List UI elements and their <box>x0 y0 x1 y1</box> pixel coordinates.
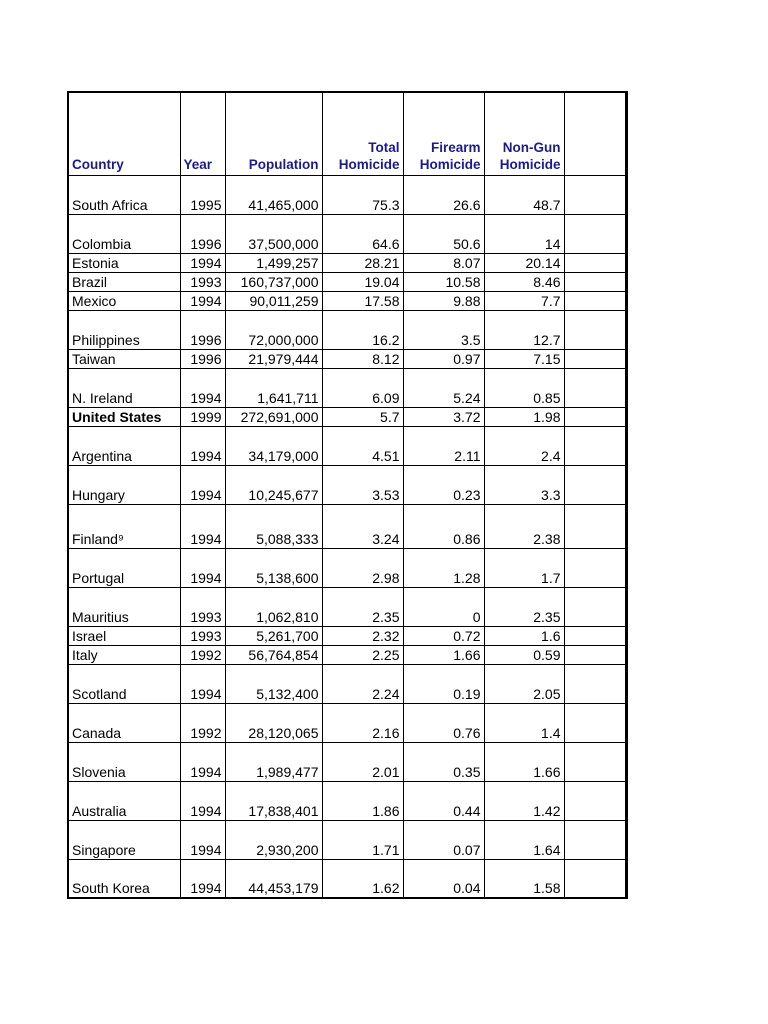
cell-firearm-homicide: 0.35 <box>403 742 484 781</box>
cell-firearm-homicide: 0.86 <box>403 504 484 548</box>
table-row <box>68 175 626 214</box>
header-population: Population <box>225 92 322 175</box>
cell-firearm-homicide: 10.58 <box>403 272 484 291</box>
cell-year: 1999 <box>180 407 225 426</box>
table-row <box>68 859 626 898</box>
cell-population: 5,138,600 <box>225 548 322 587</box>
cell-country: Mexico <box>68 291 180 310</box>
cell-empty <box>564 664 626 703</box>
cell-population: 44,453,179 <box>225 859 322 898</box>
cell-total-homicide: 17.58 <box>322 291 403 310</box>
cell-empty <box>564 703 626 742</box>
cell-population: 17,838,401 <box>225 781 322 820</box>
cell-non-gun-homicide: 1.66 <box>484 742 564 781</box>
cell-year: 1996 <box>180 214 225 253</box>
cell-population: 272,691,000 <box>225 407 322 426</box>
cell-firearm-homicide: 5.24 <box>403 368 484 407</box>
cell-firearm-homicide: 0.72 <box>403 626 484 645</box>
header-country: Country <box>68 92 180 175</box>
cell-firearm-homicide: 0.97 <box>403 349 484 368</box>
cell-non-gun-homicide: 12.7 <box>484 310 564 349</box>
cell-total-homicide: 64.6 <box>322 214 403 253</box>
cell-non-gun-homicide: 1.4 <box>484 703 564 742</box>
cell-empty <box>564 626 626 645</box>
table-row <box>68 214 626 253</box>
cell-year: 1994 <box>180 742 225 781</box>
cell-empty <box>564 407 626 426</box>
cell-year: 1994 <box>180 859 225 898</box>
table-row <box>68 703 626 742</box>
cell-year: 1994 <box>180 253 225 272</box>
cell-non-gun-homicide: 1.42 <box>484 781 564 820</box>
cell-country: Portugal <box>68 548 180 587</box>
cell-year: 1994 <box>180 820 225 859</box>
cell-empty <box>564 645 626 664</box>
table-row <box>68 548 626 587</box>
header-total-homicide: Total Homicide <box>322 92 403 175</box>
cell-firearm-homicide: 0.76 <box>403 703 484 742</box>
cell-country: Taiwan <box>68 349 180 368</box>
cell-empty <box>564 349 626 368</box>
table-row <box>68 368 626 407</box>
table-row <box>68 253 626 272</box>
cell-population: 90,011,259 <box>225 291 322 310</box>
cell-country: Finland⁹ <box>68 504 180 548</box>
cell-year: 1994 <box>180 426 225 465</box>
cell-population: 1,641,711 <box>225 368 322 407</box>
cell-non-gun-homicide: 7.15 <box>484 349 564 368</box>
cell-population: 5,088,333 <box>225 504 322 548</box>
cell-total-homicide: 5.7 <box>322 407 403 426</box>
cell-empty <box>564 465 626 504</box>
cell-year: 1996 <box>180 349 225 368</box>
cell-year: 1993 <box>180 587 225 626</box>
cell-empty <box>564 426 626 465</box>
cell-country: N. Ireland <box>68 368 180 407</box>
cell-country: Brazil <box>68 272 180 291</box>
cell-non-gun-homicide: 1.58 <box>484 859 564 898</box>
cell-firearm-homicide: 9.88 <box>403 291 484 310</box>
table-row <box>68 820 626 859</box>
table-row <box>68 504 626 548</box>
cell-population: 56,764,854 <box>225 645 322 664</box>
cell-non-gun-homicide: 1.7 <box>484 548 564 587</box>
cell-non-gun-homicide: 20.14 <box>484 253 564 272</box>
homicide-table <box>67 91 628 899</box>
cell-country: Italy <box>68 645 180 664</box>
cell-country: United States <box>68 407 180 426</box>
cell-empty <box>564 253 626 272</box>
cell-empty <box>564 504 626 548</box>
cell-empty <box>564 587 626 626</box>
cell-population: 10,245,677 <box>225 465 322 504</box>
cell-population: 1,499,257 <box>225 253 322 272</box>
cell-empty <box>564 291 626 310</box>
cell-country: Estonia <box>68 253 180 272</box>
cell-country: Israel <box>68 626 180 645</box>
cell-firearm-homicide: 3.5 <box>403 310 484 349</box>
cell-year: 1994 <box>180 664 225 703</box>
table-row <box>68 272 626 291</box>
cell-non-gun-homicide: 8.46 <box>484 272 564 291</box>
cell-country: Colombia <box>68 214 180 253</box>
table-row <box>68 465 626 504</box>
cell-population: 2,930,200 <box>225 820 322 859</box>
cell-country: Mauritius <box>68 587 180 626</box>
cell-population: 1,062,810 <box>225 587 322 626</box>
cell-year: 1992 <box>180 645 225 664</box>
cell-total-homicide: 6.09 <box>322 368 403 407</box>
cell-non-gun-homicide: 2.38 <box>484 504 564 548</box>
table-row <box>68 664 626 703</box>
cell-country: Australia <box>68 781 180 820</box>
cell-firearm-homicide: 50.6 <box>403 214 484 253</box>
cell-population: 37,500,000 <box>225 214 322 253</box>
cell-year: 1992 <box>180 703 225 742</box>
cell-total-homicide: 19.04 <box>322 272 403 291</box>
cell-year: 1994 <box>180 291 225 310</box>
cell-total-homicide: 2.01 <box>322 742 403 781</box>
cell-total-homicide: 2.25 <box>322 645 403 664</box>
cell-total-homicide: 1.71 <box>322 820 403 859</box>
cell-year: 1994 <box>180 781 225 820</box>
cell-total-homicide: 2.98 <box>322 548 403 587</box>
cell-year: 1994 <box>180 504 225 548</box>
table-row <box>68 310 626 349</box>
cell-firearm-homicide: 0.07 <box>403 820 484 859</box>
cell-population: 41,465,000 <box>225 175 322 214</box>
cell-firearm-homicide: 0.23 <box>403 465 484 504</box>
cell-year: 1994 <box>180 465 225 504</box>
cell-non-gun-homicide: 1.64 <box>484 820 564 859</box>
cell-non-gun-homicide: 1.98 <box>484 407 564 426</box>
cell-firearm-homicide: 26.6 <box>403 175 484 214</box>
header-firearm-homicide: Firearm Homicide <box>403 92 484 175</box>
cell-population: 5,132,400 <box>225 664 322 703</box>
cell-non-gun-homicide: 1.6 <box>484 626 564 645</box>
header-empty <box>564 92 626 175</box>
table-row <box>68 781 626 820</box>
cell-empty <box>564 859 626 898</box>
cell-country: Canada <box>68 703 180 742</box>
table-row <box>68 349 626 368</box>
cell-total-homicide: 8.12 <box>322 349 403 368</box>
cell-country: Hungary <box>68 465 180 504</box>
cell-total-homicide: 28.21 <box>322 253 403 272</box>
cell-year: 1993 <box>180 272 225 291</box>
cell-total-homicide: 2.35 <box>322 587 403 626</box>
cell-firearm-homicide: 0.19 <box>403 664 484 703</box>
table-row <box>68 645 626 664</box>
cell-empty <box>564 272 626 291</box>
cell-empty <box>564 781 626 820</box>
cell-non-gun-homicide: 3.3 <box>484 465 564 504</box>
cell-non-gun-homicide: 2.4 <box>484 426 564 465</box>
cell-firearm-homicide: 3.72 <box>403 407 484 426</box>
cell-population: 21,979,444 <box>225 349 322 368</box>
cell-firearm-homicide: 0 <box>403 587 484 626</box>
cell-firearm-homicide: 0.04 <box>403 859 484 898</box>
cell-firearm-homicide: 1.28 <box>403 548 484 587</box>
cell-empty <box>564 310 626 349</box>
cell-total-homicide: 16.2 <box>322 310 403 349</box>
table-row <box>68 626 626 645</box>
cell-population: 72,000,000 <box>225 310 322 349</box>
cell-firearm-homicide: 0.44 <box>403 781 484 820</box>
cell-country: Scotland <box>68 664 180 703</box>
table-row <box>68 426 626 465</box>
cell-non-gun-homicide: 14 <box>484 214 564 253</box>
table-row <box>68 407 626 426</box>
cell-empty <box>564 368 626 407</box>
cell-country: Slovenia <box>68 742 180 781</box>
cell-non-gun-homicide: 2.05 <box>484 664 564 703</box>
cell-empty <box>564 175 626 214</box>
cell-total-homicide: 3.53 <box>322 465 403 504</box>
cell-population: 28,120,065 <box>225 703 322 742</box>
table-row <box>68 587 626 626</box>
cell-year: 1996 <box>180 310 225 349</box>
cell-country: South Africa <box>68 175 180 214</box>
table-row <box>68 742 626 781</box>
header-row <box>68 92 626 175</box>
cell-non-gun-homicide: 0.59 <box>484 645 564 664</box>
cell-population: 1,989,477 <box>225 742 322 781</box>
cell-total-homicide: 75.3 <box>322 175 403 214</box>
table-row <box>68 291 626 310</box>
cell-total-homicide: 2.32 <box>322 626 403 645</box>
cell-total-homicide: 1.62 <box>322 859 403 898</box>
cell-non-gun-homicide: 48.7 <box>484 175 564 214</box>
cell-empty <box>564 548 626 587</box>
cell-total-homicide: 4.51 <box>322 426 403 465</box>
cell-total-homicide: 2.16 <box>322 703 403 742</box>
header-non-gun-homicide: Non-Gun Homicide <box>484 92 564 175</box>
cell-non-gun-homicide: 7.7 <box>484 291 564 310</box>
cell-firearm-homicide: 2.11 <box>403 426 484 465</box>
cell-non-gun-homicide: 0.85 <box>484 368 564 407</box>
cell-country: Philippines <box>68 310 180 349</box>
cell-non-gun-homicide: 2.35 <box>484 587 564 626</box>
cell-total-homicide: 3.24 <box>322 504 403 548</box>
cell-empty <box>564 214 626 253</box>
cell-year: 1994 <box>180 368 225 407</box>
cell-country: South Korea <box>68 859 180 898</box>
cell-total-homicide: 2.24 <box>322 664 403 703</box>
cell-population: 160,737,000 <box>225 272 322 291</box>
cell-year: 1995 <box>180 175 225 214</box>
cell-population: 34,179,000 <box>225 426 322 465</box>
cell-empty <box>564 820 626 859</box>
cell-firearm-homicide: 8.07 <box>403 253 484 272</box>
cell-country: Singapore <box>68 820 180 859</box>
cell-country: Argentina <box>68 426 180 465</box>
header-year: Year <box>180 92 225 175</box>
cell-year: 1994 <box>180 548 225 587</box>
cell-population: 5,261,700 <box>225 626 322 645</box>
cell-firearm-homicide: 1.66 <box>403 645 484 664</box>
cell-year: 1993 <box>180 626 225 645</box>
cell-empty <box>564 742 626 781</box>
cell-total-homicide: 1.86 <box>322 781 403 820</box>
